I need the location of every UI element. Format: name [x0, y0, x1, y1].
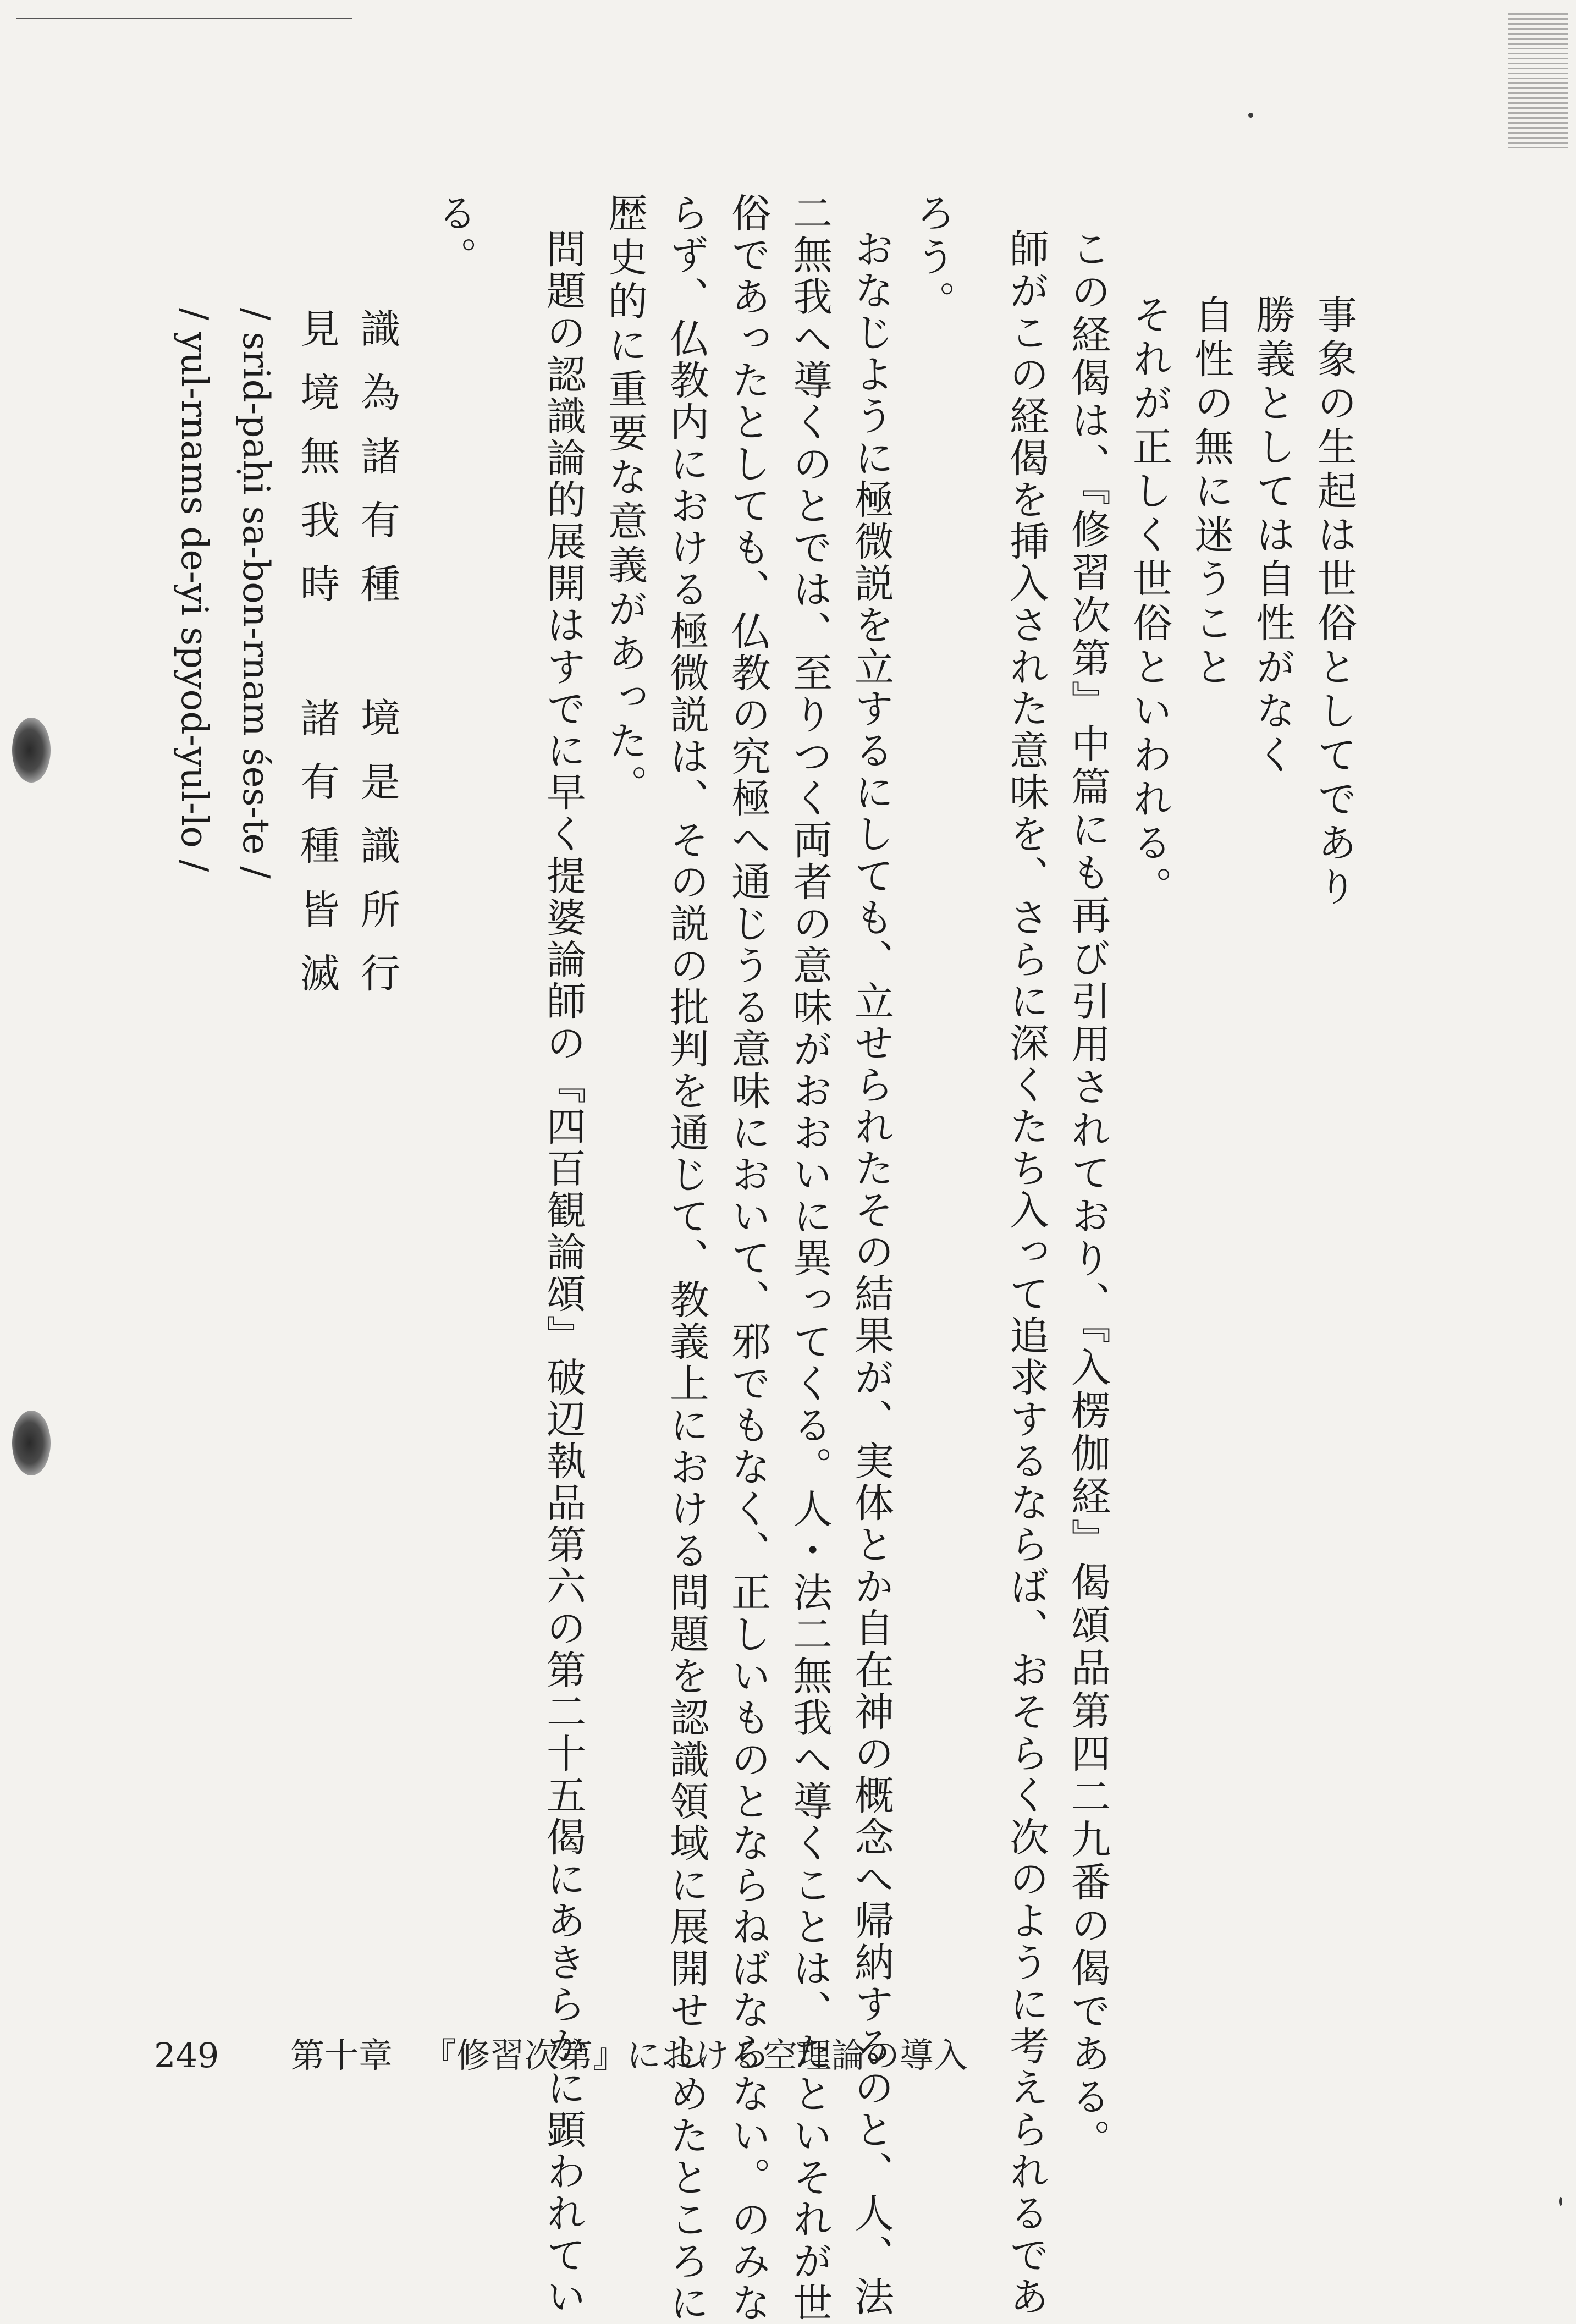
body-line: この経偈は、『修習次第』中篇にも再び引用されており、『入楞伽経』偈頌品第四二九番の偈である。 — [1065, 228, 1111, 2162]
body-line: ろう。 — [910, 192, 956, 324]
body-line: 俗であったとしても、仏教の究極へ通じうる意味において、邪でもなく、正しいものとならねばならない。のみな — [725, 192, 771, 2324]
body-line: 歴史的に重要な意義があった。 — [602, 192, 648, 808]
page-number: 249 — [154, 2035, 219, 2075]
chapter-title: 『修習次第』における空理論の導入 — [422, 2035, 968, 2075]
body-line: 二無我へ導くのとでは、至りつく両者の意味がおおいに異ってくる。人・法二無我へ導くことは、たといそれが世 — [786, 192, 833, 2324]
tibetan-line: / yul-rnams de-yi spyod-yul-lo / — [173, 308, 216, 872]
body-line: る。 — [431, 192, 477, 280]
verse-line: それが正しく世俗といわれる。 — [1126, 294, 1172, 910]
top-rule — [16, 18, 352, 19]
verse-line: 事象の生起は世俗としてであり — [1311, 294, 1357, 910]
chapter-label: 第十章 — [290, 2035, 393, 2075]
binding-hole — [12, 1411, 51, 1475]
gatha-line: 見境無我時 諸有種皆滅 — [294, 308, 340, 1016]
tibetan-line: / srid-paḥi sa-bon-rnam śes-te / — [235, 308, 277, 879]
scan-speck — [1559, 2197, 1562, 2206]
body-line: おなじように極微説を立するにしても、立せられたその結果が、実体とか自在神の概念へ帰納するのと、人、法 — [848, 228, 894, 2318]
scan-noise-corner — [1508, 11, 1568, 148]
verse-line: 勝義としては自性がなく — [1249, 294, 1296, 778]
body-line: 師がこの経偈を挿入された意味を、さらに深くたち入って追求するならば、おそらく次のように考えられるであ — [1003, 228, 1049, 2318]
binding-hole — [12, 718, 51, 783]
body-line: 問題の認識論的展開はすでに早く提婆論師の『四百観論頌』破辺執品第六の第二十五偈にあきらかに顕われてい — [540, 228, 586, 2318]
page-footer — [154, 2028, 968, 2077]
body-line: らず、仏教内における極微説は、その説の批判を通じて、教義上における問題を認識領域に展開せしめたところに — [663, 192, 709, 2324]
gatha-line: 識為諸有種 境是識所行 — [354, 308, 400, 1016]
verse-line: 自性の無に迷うこと — [1188, 294, 1234, 690]
scan-speck — [1248, 113, 1253, 118]
